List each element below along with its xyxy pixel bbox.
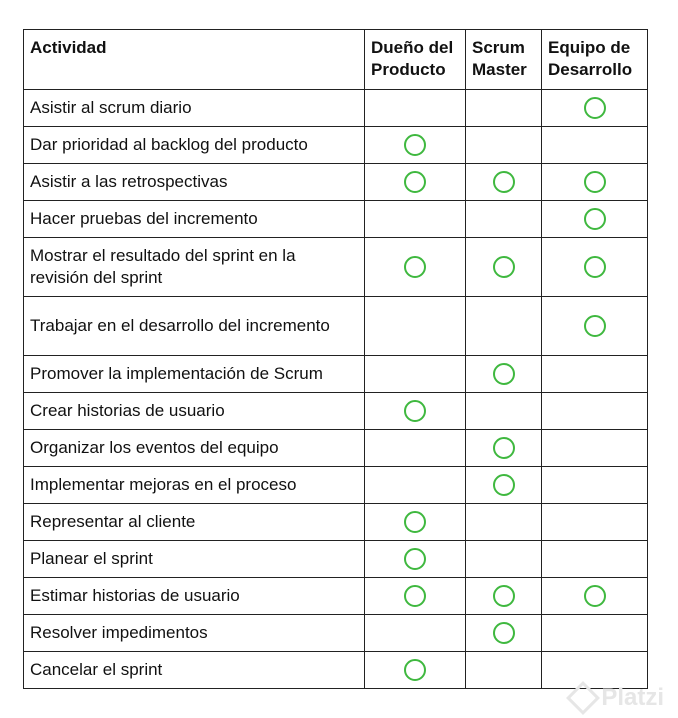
circle-outline-icon xyxy=(584,171,606,193)
mark-cell-dev-team xyxy=(542,238,648,297)
mark-cell-scrum-master xyxy=(466,430,542,467)
mark-cell-product-owner xyxy=(365,356,466,393)
circle-outline-icon xyxy=(404,171,426,193)
watermark xyxy=(571,684,664,712)
mark-cell-product-owner xyxy=(365,430,466,467)
circle-outline-icon xyxy=(404,585,426,607)
circle-outline-icon xyxy=(584,315,606,337)
circle-outline-icon xyxy=(404,400,426,422)
mark-cell-product-owner xyxy=(365,652,466,689)
watermark-text: Platzi xyxy=(601,684,664,711)
activity-cell: Representar al cliente xyxy=(24,504,365,541)
circle-outline-icon xyxy=(404,511,426,533)
circle-outline-icon xyxy=(493,171,515,193)
header-dev-team: Equipo de Desarrollo xyxy=(542,30,648,90)
table-row xyxy=(24,504,648,541)
mark-cell-dev-team xyxy=(542,652,648,689)
mark-cell-product-owner xyxy=(365,393,466,430)
activity-cell: Promover la implementación de Scrum xyxy=(24,356,365,393)
activity-cell: Organizar los eventos del equipo xyxy=(24,430,365,467)
mark-cell-dev-team xyxy=(542,578,648,615)
table-row xyxy=(24,615,648,652)
mark-cell-product-owner xyxy=(365,504,466,541)
mark-cell-product-owner xyxy=(365,578,466,615)
table-row xyxy=(24,541,648,578)
table-row xyxy=(24,578,648,615)
table-row xyxy=(24,127,648,164)
mark-cell-dev-team xyxy=(542,393,648,430)
mark-cell-scrum-master xyxy=(466,90,542,127)
circle-outline-icon xyxy=(404,659,426,681)
activity-cell: Hacer pruebas del incremento xyxy=(24,201,365,238)
mark-cell-scrum-master xyxy=(466,541,542,578)
circle-outline-icon xyxy=(493,363,515,385)
mark-cell-dev-team xyxy=(542,615,648,652)
table-row xyxy=(24,652,648,689)
mark-cell-scrum-master xyxy=(466,201,542,238)
table-row xyxy=(24,467,648,504)
mark-cell-product-owner xyxy=(365,467,466,504)
mark-cell-product-owner xyxy=(365,238,466,297)
circle-outline-icon xyxy=(584,208,606,230)
circle-outline-icon xyxy=(404,548,426,570)
header-scrum-master: Scrum Master xyxy=(466,30,542,90)
circle-outline-icon xyxy=(493,622,515,644)
circle-outline-icon xyxy=(584,97,606,119)
mark-cell-dev-team xyxy=(542,467,648,504)
table-row xyxy=(24,90,648,127)
activity-cell: Crear historias de usuario xyxy=(24,393,365,430)
table-row xyxy=(24,430,648,467)
activity-cell: Dar prioridad al backlog del producto xyxy=(24,127,365,164)
circle-outline-icon xyxy=(404,256,426,278)
table-row xyxy=(24,238,648,297)
mark-cell-scrum-master xyxy=(466,652,542,689)
mark-cell-scrum-master xyxy=(466,578,542,615)
mark-cell-scrum-master xyxy=(466,356,542,393)
mark-cell-product-owner xyxy=(365,615,466,652)
circle-outline-icon xyxy=(584,256,606,278)
circle-outline-icon xyxy=(493,585,515,607)
mark-cell-scrum-master xyxy=(466,238,542,297)
mark-cell-dev-team xyxy=(542,201,648,238)
activity-cell: Cancelar el sprint xyxy=(24,652,365,689)
mark-cell-product-owner xyxy=(365,164,466,201)
circle-outline-icon xyxy=(493,437,515,459)
circle-outline-icon xyxy=(493,474,515,496)
mark-cell-dev-team xyxy=(542,127,648,164)
mark-cell-product-owner xyxy=(365,201,466,238)
mark-cell-scrum-master xyxy=(466,164,542,201)
mark-cell-dev-team xyxy=(542,430,648,467)
mark-cell-dev-team xyxy=(542,541,648,578)
mark-cell-scrum-master xyxy=(466,127,542,164)
mark-cell-product-owner xyxy=(365,297,466,356)
activity-cell: Resolver impedimentos xyxy=(24,615,365,652)
table-row xyxy=(24,393,648,430)
activity-cell: Trabajar en el desarrollo del incremento xyxy=(24,297,365,356)
mark-cell-product-owner xyxy=(365,541,466,578)
platzi-logo-icon xyxy=(566,681,600,715)
circle-outline-icon xyxy=(584,585,606,607)
table-row xyxy=(24,164,648,201)
activity-cell: Asistir al scrum diario xyxy=(24,90,365,127)
table-row xyxy=(24,297,648,356)
mark-cell-product-owner xyxy=(365,90,466,127)
table-row xyxy=(24,356,648,393)
mark-cell-dev-team xyxy=(542,90,648,127)
mark-cell-scrum-master xyxy=(466,504,542,541)
activity-cell: Implementar mejoras en el proceso xyxy=(24,467,365,504)
responsibility-table xyxy=(23,29,648,689)
circle-outline-icon xyxy=(404,134,426,156)
circle-outline-icon xyxy=(493,256,515,278)
mark-cell-product-owner xyxy=(365,127,466,164)
mark-cell-scrum-master xyxy=(466,467,542,504)
activity-cell: Asistir a las retrospectivas xyxy=(24,164,365,201)
activity-cell: Planear el sprint xyxy=(24,541,365,578)
mark-cell-scrum-master xyxy=(466,615,542,652)
mark-cell-dev-team xyxy=(542,164,648,201)
mark-cell-scrum-master xyxy=(466,393,542,430)
mark-cell-dev-team xyxy=(542,356,648,393)
table-row xyxy=(24,201,648,238)
mark-cell-dev-team xyxy=(542,297,648,356)
header-row xyxy=(24,30,648,90)
header-product-owner: Dueño del Producto xyxy=(365,30,466,90)
activity-cell: Mostrar el resultado del sprint en la revisión del sprint xyxy=(24,238,365,297)
mark-cell-dev-team xyxy=(542,504,648,541)
header-activity: Actividad xyxy=(24,30,365,90)
activity-cell: Estimar historias de usuario xyxy=(24,578,365,615)
mark-cell-scrum-master xyxy=(466,297,542,356)
